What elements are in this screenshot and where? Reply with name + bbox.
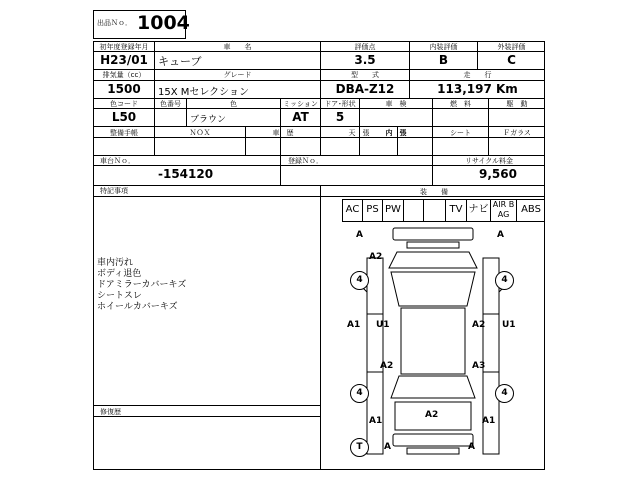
exterior-value: C [507,53,516,67]
mission-value: AT [292,110,309,124]
equipment-tv: TV [449,204,463,215]
equipment-ps: PS [366,204,379,215]
remark-item: ボディ退色 [97,269,142,279]
interior-trim-label: 内 張 [385,129,407,137]
cc-label: 排気量（cc） [102,71,146,79]
year-value: H23/01 [100,53,148,67]
fuel-label: 燃 料 [450,100,471,108]
interior-label: 内装評価 [429,43,458,51]
damage-fender-l: A1 [347,320,361,330]
tire-rr: 4 [495,384,514,403]
seat-label: シート [450,129,471,137]
car-diagram [321,222,545,470]
manual-label: 整備手帳 [110,129,138,137]
remark-item: 車内汚れ [97,258,134,268]
remark-item: ドアミラーカバーキズ [97,280,187,290]
mileage-value: 113,197 Km [437,82,518,96]
ceiling-label: 天 張 [348,129,370,137]
exterior-label: 外装評価 [497,43,526,51]
damage-front-right: A [497,230,504,240]
mileage-label: 走 行 [463,71,492,79]
model-label: 型 式 [351,71,379,79]
equipment-airbag: AIR BAG [492,200,515,219]
equipment-pw: PW [385,204,401,215]
color-no-label: 色番号 [160,100,181,108]
drive-label: 駆 動 [506,100,528,108]
damage-bumper-l: A [384,442,391,452]
equipment-navi: ナビ [468,204,489,215]
tire-mark: T [350,438,369,457]
damage-rear-door-l: A2 [380,361,394,371]
name-value: キューブ [158,55,202,68]
chassis-value: -154120 [158,167,214,181]
equipment-ac: AC [345,204,360,215]
doors-label: ドア･形状 [324,100,356,108]
damage-door-l: U1 [376,320,390,330]
damage-rear-r: A1 [482,416,496,426]
nox-label: ＮＯＸ [189,129,211,137]
damage-hood: A2 [369,252,383,262]
color-code-value: L50 [111,110,137,124]
grade-value: 15X Mセレクション [158,87,249,98]
tire-rl: 4 [350,384,369,403]
year-label: 初年度登録年月 [99,43,149,51]
damage-bumper-r: A [468,442,475,452]
tire-fr: 4 [495,271,514,290]
damage-trunk: A2 [425,410,439,420]
damage-fender-r: U1 [502,320,516,330]
chassis-label: 車台Ｎｏ． [100,157,135,165]
remarks-label: 特記事項 [100,187,128,195]
color-value: ブラウン [190,115,227,125]
score-label: 評価点 [354,43,376,51]
cc-value: 1500 [107,82,141,96]
model-value: DBA-Z12 [335,82,395,96]
mission-label: ミッション [283,100,318,108]
damage-door-r: A2 [472,320,486,330]
damage-front-left: A [356,230,363,240]
lot-label: 出品Ｎｏ． [97,19,132,27]
color-code-label: 色コード [110,100,138,108]
repair-label: 修復歴 [100,408,121,416]
interior-value: B [438,53,449,67]
name-label: 車 名 [223,43,252,51]
glass-label: Ｆガラス [503,129,531,137]
grade-label: グレード [223,71,252,79]
remark-item: シートスレ [97,291,142,301]
doors-value: 5 [335,110,345,124]
damage-rear-door-r: A3 [472,361,486,371]
inspection-label: 車 検 [385,100,407,108]
damage-rear-l: A1 [369,416,383,426]
tire-fl: 4 [350,271,369,290]
remark-item: ホイールカバーキズ [97,302,178,312]
lot-number: 1004 [137,12,190,34]
score-value: 3.5 [354,53,376,67]
color-label: 色 [230,100,237,108]
recycle-value: 9,560 [479,167,517,181]
recycle-label: リサイクル料金 [464,157,514,165]
equipment-label: 装 備 [420,188,448,196]
reg-label: 登録Ｎｏ． [288,157,323,165]
history-label: 車 歴 [272,129,294,137]
equipment-abs: ABS [521,204,541,215]
